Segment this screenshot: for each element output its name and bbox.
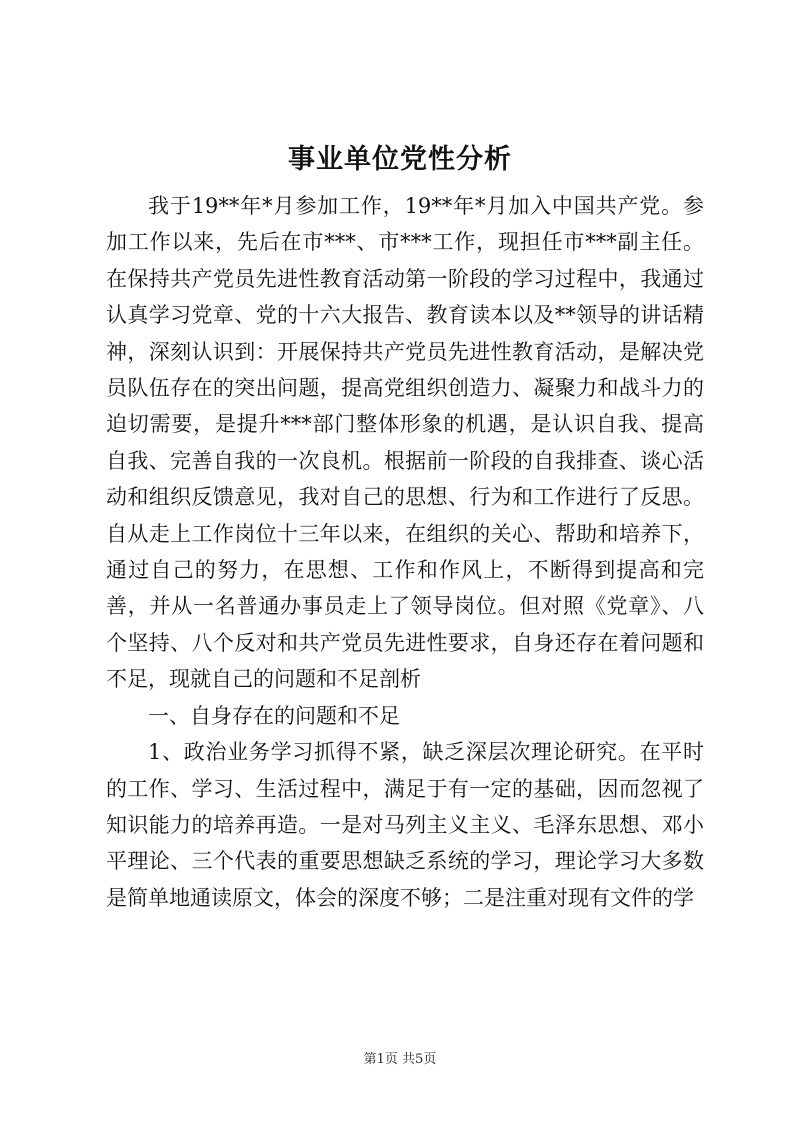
document-body xyxy=(106,188,704,916)
body-paragraph-item-1: 1、政治业务学习抓得不紧，缺乏深层次理论研究。在平时的工作、学习、生活过程中，满足于有一定的基础，因而忽视了知识能力的培养再造。一是对马列主义主义、毛泽东思想、邓小平理论、三个代表的重要思想缺乏系统的学习，理论学习大多数是简单地通读原文，体会的深度不够；二是注重对现有文件的学 xyxy=(106,740,704,910)
section-heading: 一、自身存在的问题和不足 xyxy=(148,703,400,728)
document-title: 事业单位党性分析 xyxy=(288,144,512,175)
body-paragraph-intro: 我于19**年*月参加工作，19**年*月加入中国共产党。参加工作以来，先后在市***、市***工作，现担任市***副主任。在保持共产党员先进性教育活动第一阶段的学习过程中，我通过认真学习党章、党的十六大报告、教育读本以及**领导的讲话精神，深刻认识到：开展保持共产党员先进性教育活动，是解决党员队伍存在的突出问题，提高党组织创造力、凝聚力和战斗力的迫切需要，是提升***部门整体形象的机遇，是认识自我、提高自我、完善自我的一次良机。根据前一阶段的自我排查、谈心活动和组织反馈意见，我对自己的思想、行为和工作进行了反思。自从走上工作岗位十三年以来，在组织的关心、帮助和培养下，通过自己的努力，在思想、工作和作风上，不断得到提高和完善，并从一名普通办事员走上了领导岗位。但对照《党章》、八个坚持、八个反对和共产党员先进性要求，自身还存在着问题和不足，现就自己的问题和不足剖析 xyxy=(106,194,704,692)
page-footer: 第1页 共5页 xyxy=(363,1052,437,1067)
